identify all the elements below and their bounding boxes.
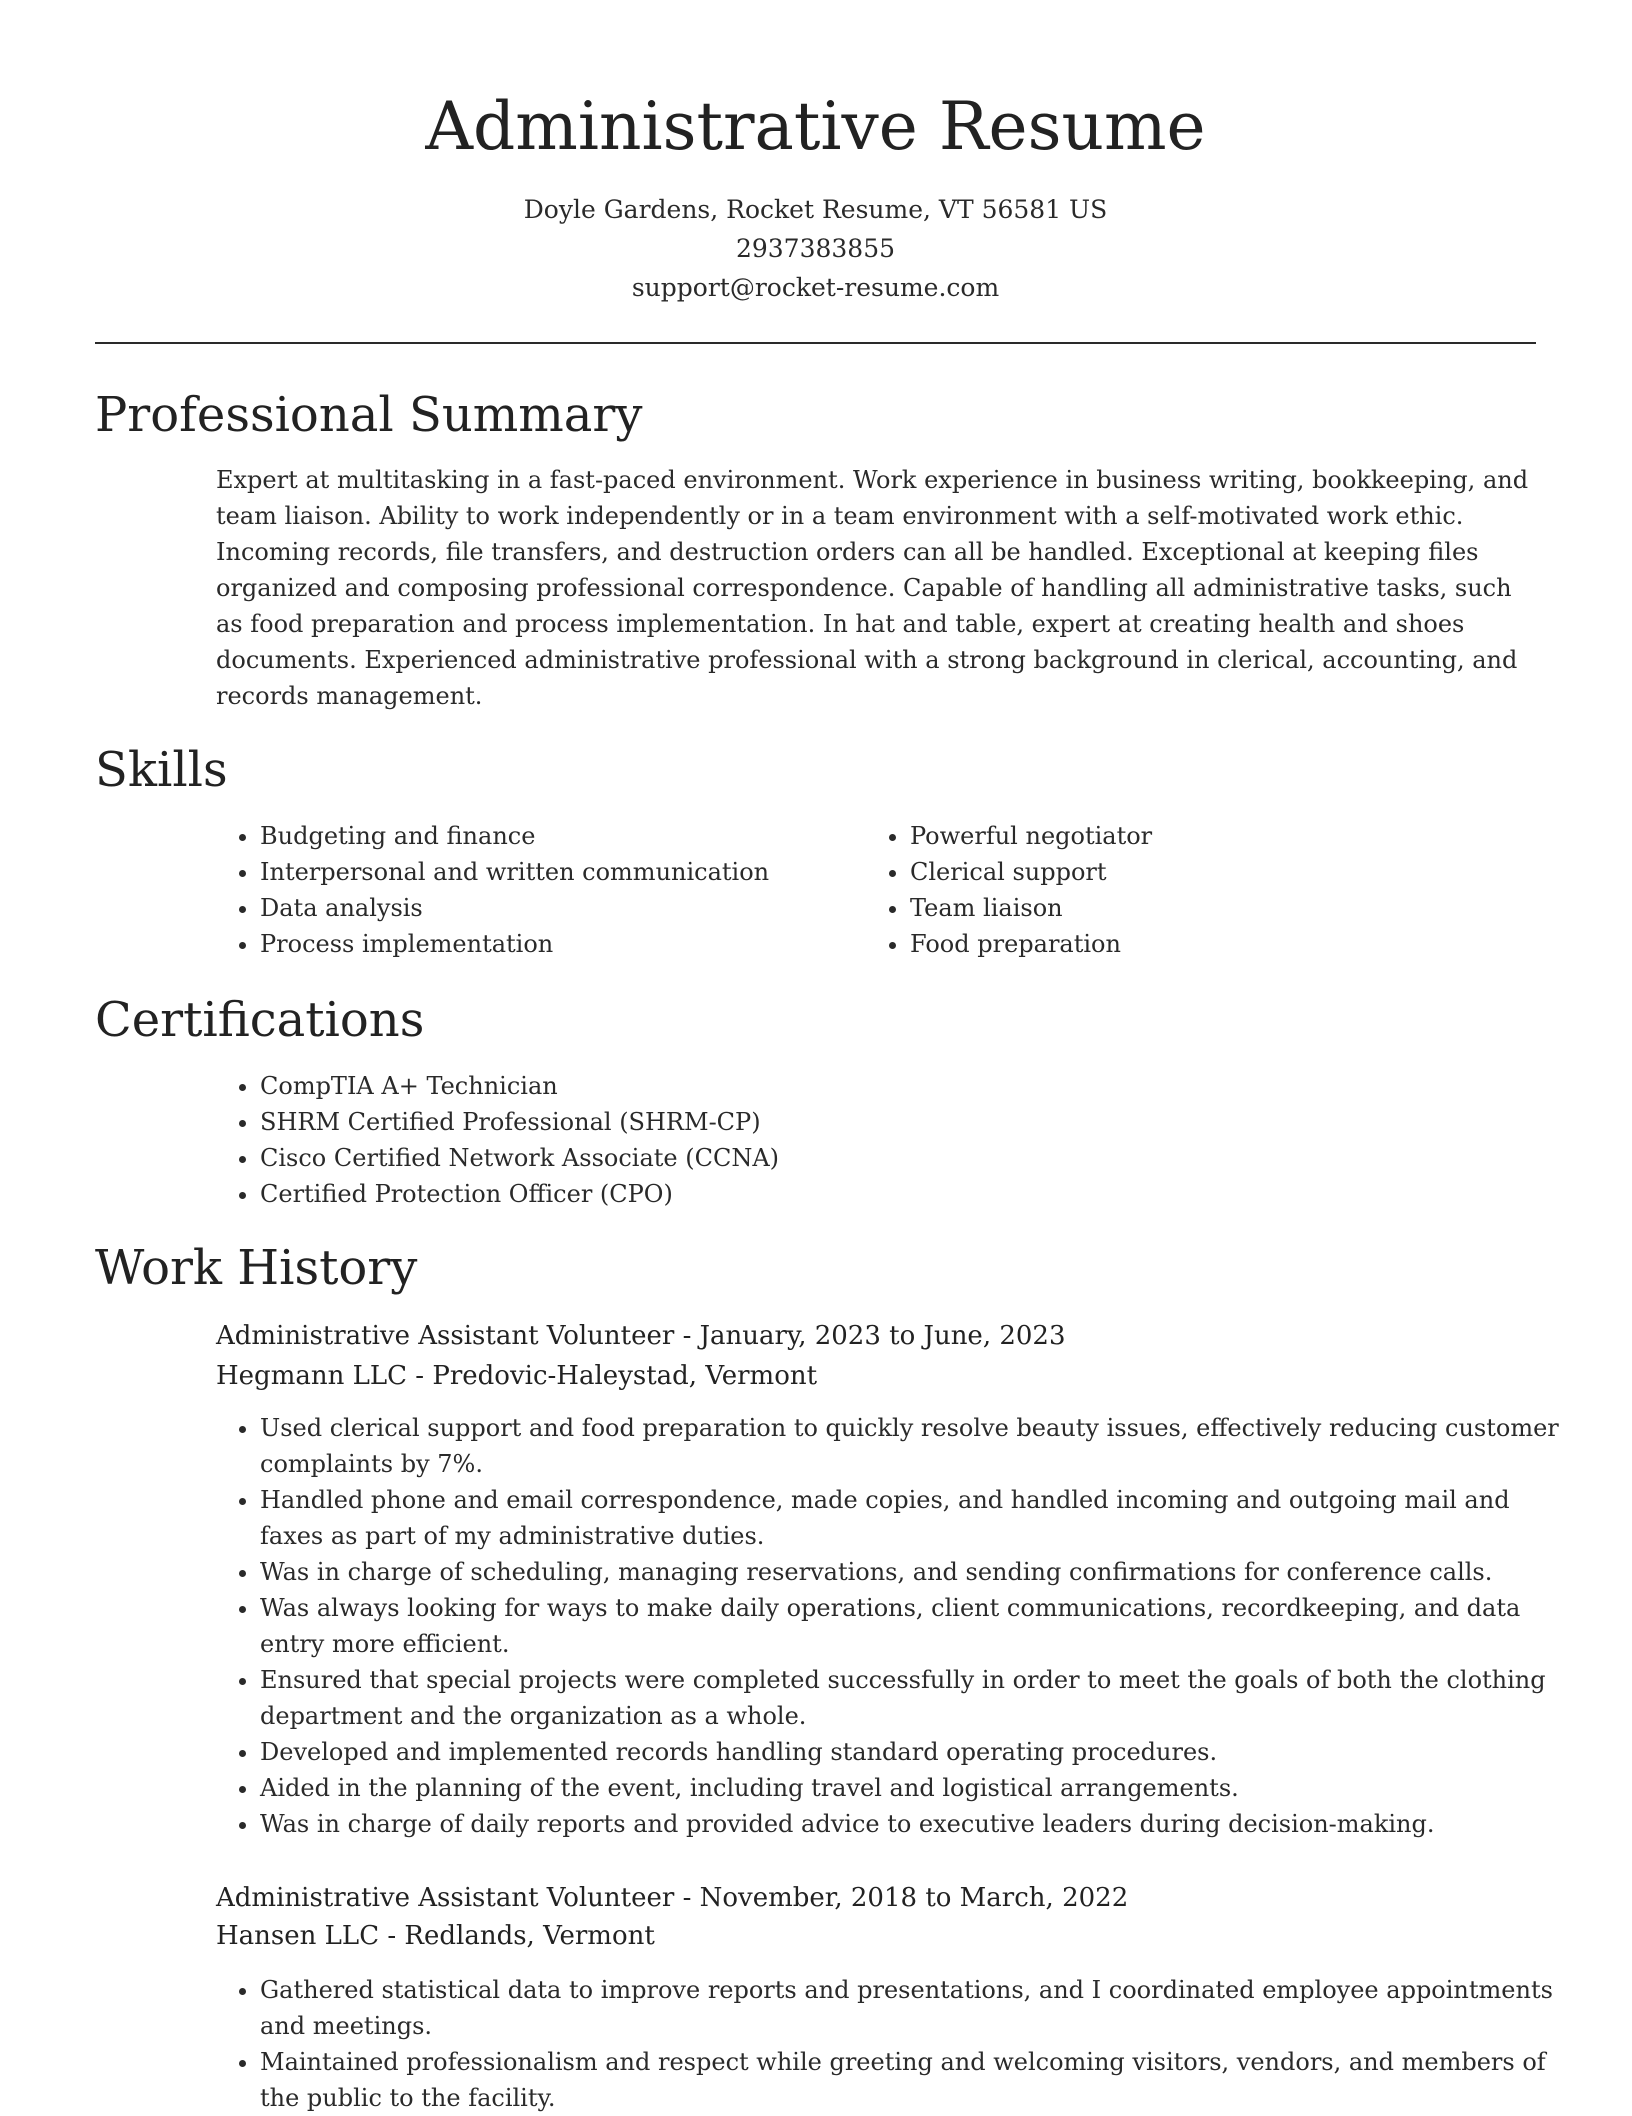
certifications-heading: Certifications bbox=[95, 992, 425, 1048]
certification-item: • CompTIA A+ Technician bbox=[260, 1068, 1460, 1104]
job-bullet: • Was always looking for ways to make daily operations, client communications, recordkeeping, and data entry more efficient. bbox=[260, 1590, 1580, 1662]
address: Doyle Gardens, Rocket Resume, VT 56581 US bbox=[523, 195, 1108, 224]
skill-item: • Budgeting and finance bbox=[260, 818, 860, 854]
job-bullets bbox=[216, 1410, 1580, 1842]
header-divider bbox=[95, 342, 1536, 344]
job-bullet: • Gathered statistical data to improve reports and presentations, and I coordinated employee appointments and meetings. bbox=[260, 1972, 1580, 2044]
job-title-line: Administrative Assistant Volunteer - January, 2023 to June, 2023 bbox=[216, 1321, 1066, 1351]
contact-info bbox=[95, 190, 1536, 307]
certification-item: • SHRM Certified Professional (SHRM-CP) bbox=[260, 1104, 1460, 1140]
email: support@rocket-resume.com bbox=[631, 273, 1000, 302]
skill-item: • Process implementation bbox=[260, 926, 860, 962]
job-company-line: Hansen LLC - Redlands, Vermont bbox=[216, 1921, 655, 1951]
skill-item: • Food preparation bbox=[910, 926, 1510, 962]
phone: 2937383855 bbox=[735, 234, 896, 263]
job-bullet: • Handled phone and email correspondence, made copies, and handled incoming and outgoing mail and faxes as part of my administrative duties. bbox=[260, 1482, 1580, 1554]
skills-list-right bbox=[866, 818, 1510, 962]
job-bullet: • Ensured that special projects were completed successfully in order to meet the goals of both the clothing department and the organization as a whole. bbox=[260, 1662, 1580, 1734]
certifications-list bbox=[216, 1068, 1460, 1212]
job-company-line: Hegmann LLC - Predovic-Haleystad, Vermont bbox=[216, 1361, 818, 1391]
job-title-line: Administrative Assistant Volunteer - November, 2018 to March, 2022 bbox=[216, 1883, 1129, 1913]
job-bullet: • Aided in the planning of the event, including travel and logistical arrangements. bbox=[260, 1770, 1580, 1806]
skill-item: • Powerful negotiator bbox=[910, 818, 1510, 854]
summary-text: Expert at multitasking in a fast-paced environment. Work experience in business writing, bookkeeping, and team liaison. Ability to work independently or in a team environment with a self-motivated work ethic. Incoming records, file transfers, and destruction orders can all be handled. Exceptional at keeping files organized and composing professional correspondence. Capable of handling all administrative tasks, such as food preparation and process implementation. In hat and table, expert at creating health and shoes documents. Experienced administrative professional with a strong background in clerical, accounting, and records management. bbox=[216, 466, 1529, 710]
resume-name: Administrative Resume bbox=[425, 88, 1206, 165]
job-bullets bbox=[216, 1972, 1580, 2116]
work-history-heading: Work History bbox=[95, 1240, 418, 1296]
job-bullet: • Developed and implemented records handling standard operating procedures. bbox=[260, 1734, 1580, 1770]
summary-heading: Professional Summary bbox=[95, 387, 643, 443]
certification-item: • Certified Protection Officer (CPO) bbox=[260, 1176, 1460, 1212]
job-bullet: • Was in charge of daily reports and provided advice to executive leaders during decision-making. bbox=[260, 1806, 1580, 1842]
job-bullet: • Used clerical support and food preparation to quickly resolve beauty issues, effectively reducing customer complaints by 7%. bbox=[260, 1410, 1580, 1482]
skills-list-left bbox=[216, 818, 860, 962]
skill-item: • Interpersonal and written communication bbox=[260, 854, 860, 890]
skill-item: • Clerical support bbox=[910, 854, 1510, 890]
job-bullet: • Was in charge of scheduling, managing reservations, and sending confirmations for conference calls. bbox=[260, 1554, 1580, 1590]
certification-item: • Cisco Certified Network Associate (CCNA) bbox=[260, 1140, 1460, 1176]
skills-heading: Skills bbox=[95, 742, 228, 798]
skill-item: • Data analysis bbox=[260, 890, 860, 926]
skill-item: • Team liaison bbox=[910, 890, 1510, 926]
job-bullet: • Maintained professionalism and respect while greeting and welcoming visitors, vendors, and members of the public to the facility. bbox=[260, 2044, 1580, 2116]
